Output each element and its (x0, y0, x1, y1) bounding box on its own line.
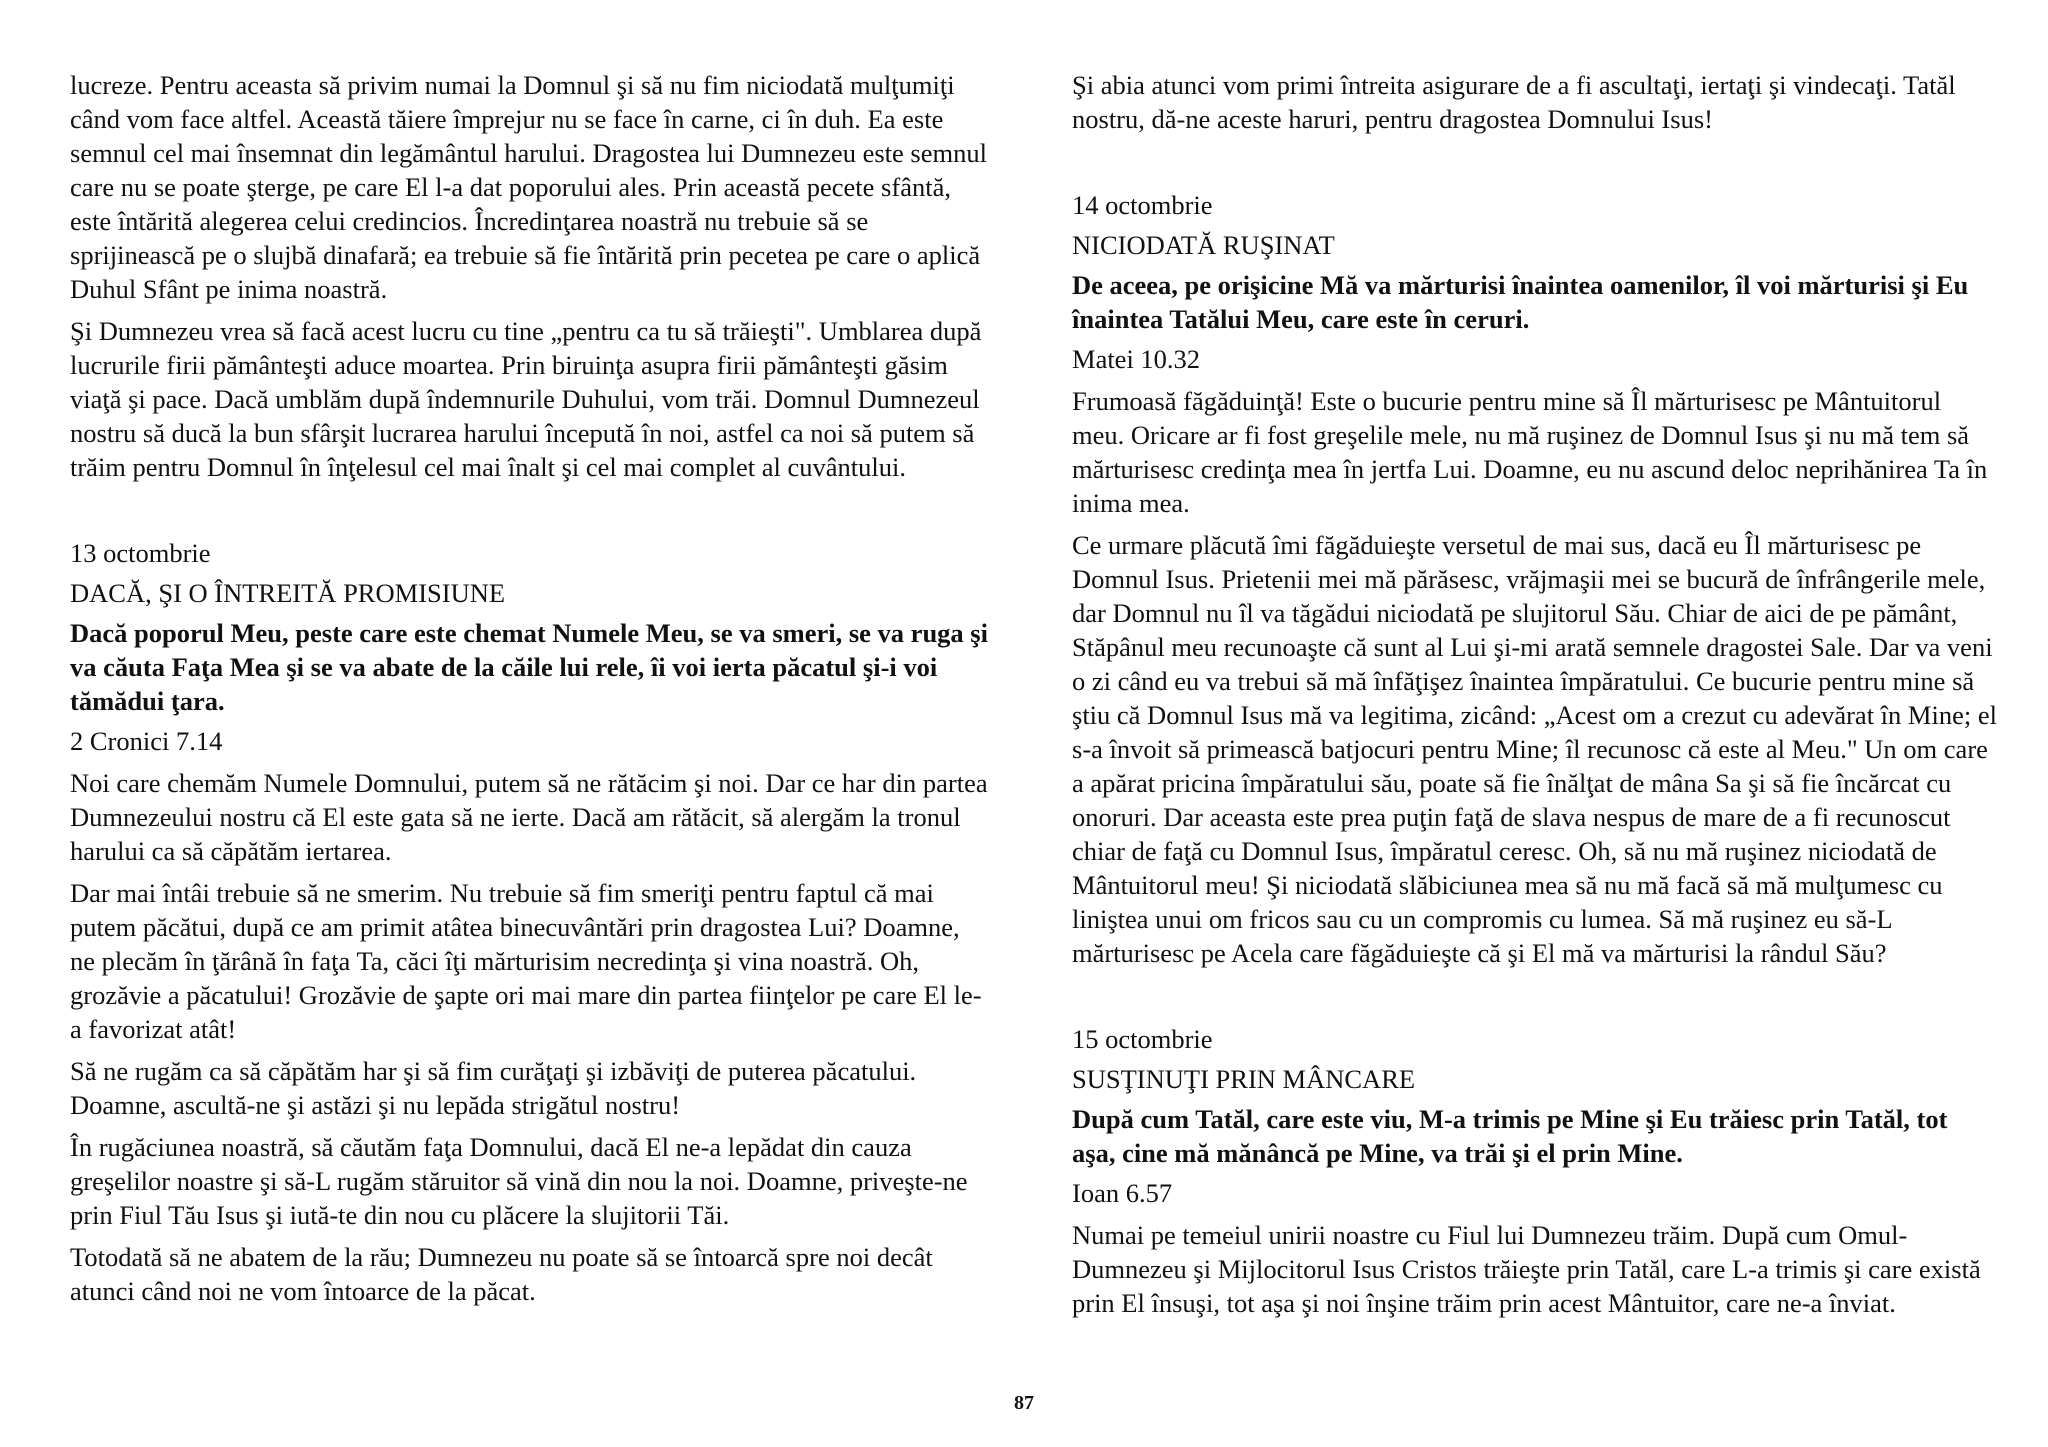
left-column (70, 68, 988, 1316)
continuation-paragraph: Şi abia atunci vom primi întreita asigurare de a fi ascultaţi, iertaţi şi vindecaţi. Tatăl nostru, dă-ne aceste haruri, pentru dragostea Domnului Isus! (1072, 70, 1956, 134)
entry-date: 13 octombrie (70, 538, 211, 568)
entry-reference: Matei 10.32 (1072, 344, 1201, 374)
entry-paragraph: Ce urmare plăcută îmi făgăduieşte versetul de mai sus, dacă eu Îl mărturisesc pe Domnul Isus. Prietenii mei mă părăsesc, vrăjmaşii mei se bucură de înfrângerile mele, dar Domnul nu îl va tăgădui niciodată pe slujitorul Său. Chiar de aici de pe pământ, Stăpânul meu recunoaşte că sunt al Lui şi-mi arată semnele dragostei Sale. Dar va veni o zi când eu va trebui să mă înfăţişez înaintea împăratului. Ce bucurie pentru mine să ştiu că Domnul Isus mă va legitima, zicând: „Acest om a crezut cu adevărat în Mine; el s-a învoit să primească batjocuri pentru Mine; îl recunosc că este al Meu." Un om care a apărat pricina împăratului său, poate să fie înălţat de mâna Sa şi să fie încărcat cu onoruri. Dar aceasta este prea puţin faţă de slava nespus de mare de a fi recunoscut chiar de faţă cu Domnul Isus, împăratul ceresc. Oh, să nu mă ruşinez niciodată de Mântuitorul meu! Şi niciodată slăbiciunea mea să nu mă facă să mă mulţumesc cu liniştea unui om fricos sau cu un compromis cu lumea. Să mă ruşinez eu să-L mărturisesc pe Acela care făgăduieşte că şi El mă va mărturisi la rândul Său? (1072, 530, 1997, 968)
entry-paragraph: Totodată să ne abatem de la rău; Dumnezeu nu poate să se întoarcă spre noi decât atunci când noi ne vom întoarce de la păcat. (70, 1242, 933, 1306)
continuation-paragraph: lucreze. Pentru aceasta să privim numai la Domnul şi să nu fim niciodată mulţumiţi când vom face altfel. Această tăiere împrejur nu se face în carne, ci în duh. Ea este semnul cel mai însemnat din legământul harului. Dragostea lui Dumnezeu este semnul care nu se poate şterge, pe care El l-a dat poporului ales. Prin această pecete sfântă, este întărită alegerea celui credincios. Încredinţarea noastră nu trebuie să se sprijinească pe o slujbă dinafară; ea trebuie să fie întărită prin pecetea pe care o aplică Duhul Sfânt pe inima noastră. (70, 70, 987, 304)
entry-title: DACĂ, ŞI O ÎNTREITĂ PROMISIUNE (70, 578, 506, 608)
entry-paragraph: Să ne rugăm ca să căpătăm har şi să fim curăţaţi şi izbăviţi de puterea păcatului. Doamne, ascultă-ne şi astăzi şi nu lepăda strigătul nostru! (70, 1056, 917, 1120)
entry-title: NICIODATĂ RUŞINAT (1072, 230, 1335, 260)
entry-date: 14 octombrie (1072, 190, 1213, 220)
entry-paragraph: Dar mai întâi trebuie să ne smerim. Nu trebuie să fim smeriţi pentru faptul că mai putem păcătui, după ce am primit atâtea binecuvântări prin dragostea Lui? Doamne, ne plecăm în ţărână în faţa Ta, căci îţi mărturisim necredinţa şi vina noastră. Oh, grozăvie a păcatului! Grozăvie de şapte ori mai mare din partea fiinţelor pe care El le-a favorizat atât! (70, 878, 982, 1044)
entry-paragraph: Numai pe temeiul unirii noastre cu Fiul lui Dumnezeu trăim. După cum Omul-Dumnezeu şi Mijlocitorul Isus Cristos trăieşte prin Tatăl, care L-a trimis şi care există prin El însuşi, tot aşa şi noi înşine trăim prin acest Mântuitor, care ne-a înviat. (1072, 1220, 1981, 1318)
page-number: 87 (1014, 1392, 1034, 1414)
entry-paragraph: Noi care chemăm Numele Domnului, putem să ne rătăcim şi noi. Dar ce har din partea Dumnezeului nostru că El este gata să ne ierte. Dacă am rătăcit, să alergăm la tronul harului ca să căpătăm iertarea. (70, 768, 988, 866)
entry-date: 15 octombrie (1072, 1024, 1213, 1054)
entry-verse: Dacă poporul Meu, peste care este chemat Numele Meu, se va smeri, se va ruga şi va căuta Faţa Mea şi se va abate de la căile lui rele, îi voi ierta păcatul şi-i voi tămădui ţara. (70, 618, 988, 716)
entry-verse: După cum Tatăl, care este viu, M-a trimis pe Mine şi Eu trăiesc prin Tatăl, tot aşa, cine mă mănâncă pe Mine, va trăi şi el prin Mine. (1072, 1104, 1948, 1168)
entry-title: SUSŢINUŢI PRIN MÂNCARE (1072, 1064, 1416, 1094)
entry-reference: Ioan 6.57 (1072, 1178, 1173, 1208)
entry-reference: 2 Cronici 7.14 (70, 726, 223, 756)
entry-verse: De aceea, pe orişicine Mă va mărturisi înaintea oamenilor, îl voi mărturisi şi Eu înaintea Tatălui Meu, care este în ceruri. (1072, 270, 1969, 334)
entry-paragraph: Frumoasă făgăduinţă! Este o bucurie pentru mine să Îl mărturisesc pe Mântuitorul meu. Oricare ar fi fost greşelile mele, nu mă ruşinez de Domnul Isus şi nu mă tem să mărturisesc credinţa mea în jertfa Lui. Doamne, eu nu ascund deloc neprihănirea Ta în inima mea. (1072, 386, 1988, 518)
continuation-paragraph: Şi Dumnezeu vrea să facă acest lucru cu tine „pentru ca tu să trăieşti". Umblarea după lucrurile firii pământeşti aduce moartea. Prin biruinţa asupra firii pământeşti găsim viaţă şi pace. Dacă umblăm după îndemnurile Duhului, vom trăi. Domnul Dumnezeul nostru să ducă la bun sfârşit lucrarea harului începută în noi, astfel ca noi să putem să trăim pentru Domnul în înţelesul cel mai înalt şi cel mai complet al cuvântului. (70, 316, 982, 482)
right-column (1072, 68, 1997, 1328)
entry-paragraph: În rugăciunea noastră, să căutăm faţa Domnului, dacă El ne-a lepădat din cauza greşelilor noastre şi să-L rugăm stăruitor să vină din nou la noi. Doamne, priveşte-ne prin Fiul Tău Isus şi iută-te din nou cu plăcere la slujitorii Tăi. (70, 1132, 968, 1230)
